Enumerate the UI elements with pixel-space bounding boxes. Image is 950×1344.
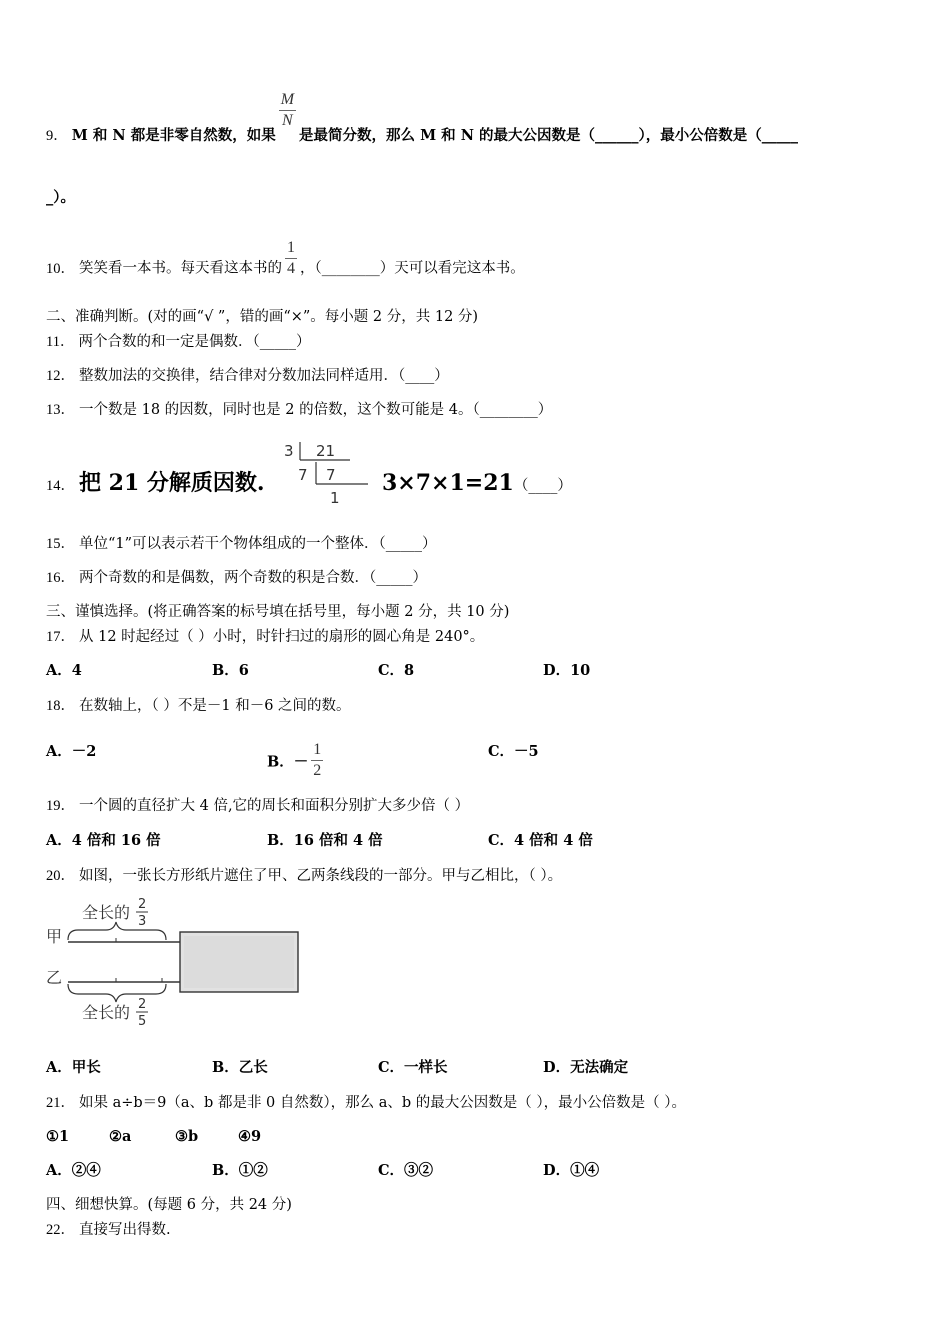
dividend-21: 21 <box>316 442 336 460</box>
label-jia: 甲 <box>46 927 63 946</box>
bottom-label: 全长的 <box>82 1003 131 1022</box>
question-text: _）。 <box>46 189 75 206</box>
option-b[interactable] <box>267 742 326 783</box>
question-number: 14． <box>46 478 75 494</box>
top-frac-numerator: 2 <box>138 897 147 912</box>
section-3-heading: 三、谨慎选择。(将正确答案的标号填在括号里，每小题 2 分，共 10 分) <box>46 604 510 620</box>
fraction-denominator: N <box>282 111 293 129</box>
question-text: 一个数是 18 的因数，同时也是 2 的倍数，这个数可能是 4。（________） <box>79 402 553 418</box>
question-number: 16． <box>46 570 75 586</box>
question-number: 19． <box>46 798 75 814</box>
question-number: 20． <box>46 868 75 884</box>
fraction-one-quarter <box>285 238 297 279</box>
question-number: 12． <box>46 368 75 384</box>
question-text: 两个奇数的和是偶数，两个奇数的积是合数．（_____） <box>79 570 427 586</box>
option-c[interactable]: C．一样长 <box>378 1059 448 1076</box>
option-d[interactable]: D．①④ <box>543 1162 600 1179</box>
question-text: 单位“1”可以表示若干个物体组成的一个整体．（_____） <box>79 536 437 552</box>
option-b[interactable]: B．乙长 <box>212 1059 268 1076</box>
question-22 <box>46 1220 171 1240</box>
question-18 <box>46 696 351 716</box>
question-number: 15． <box>46 536 75 552</box>
question-text: 是最简分数，那么 M 和 N 的最大公因数是（______），最小公倍数是（_____ <box>299 127 799 144</box>
choice-1: ①1 <box>46 1128 70 1145</box>
top-label: 全长的 <box>82 903 131 922</box>
divisor-3: 3 <box>284 442 294 460</box>
quotient-1: 1 <box>330 489 340 507</box>
fraction-numerator: 1 <box>285 238 297 259</box>
option-a[interactable]: A．－2 <box>46 743 97 760</box>
option-a[interactable]: A．4 <box>46 662 82 679</box>
option-b[interactable]: B．6 <box>212 662 249 679</box>
question-11 <box>46 332 310 352</box>
section-2-heading: 二、准确判断。(对的画“√ ”，错的画“×”。每小题 2 分，共 12 分) <box>46 309 479 325</box>
option-a[interactable]: A．②④ <box>46 1162 101 1179</box>
fraction-denominator: 2 <box>313 762 322 779</box>
question-21 <box>46 1093 686 1113</box>
factorization-result: 3×7×1=21 <box>382 470 514 496</box>
bottom-brace <box>68 984 166 1002</box>
question-text: 如果 a÷b＝9（a、b 都是非 0 自然数），那么 a、b 的最大公因数是（ ），最小公倍数是（ ）。 <box>79 1095 687 1111</box>
fraction-m-over-n <box>279 90 296 131</box>
top-frac-denominator: 3 <box>138 914 147 929</box>
choice-2: ②a <box>109 1128 132 1145</box>
option-d[interactable]: D．10 <box>543 662 591 679</box>
question-9-continued <box>46 188 75 208</box>
quotient-7: 7 <box>326 466 336 484</box>
question-9 <box>46 90 799 146</box>
short-division-diagram <box>280 440 372 508</box>
question-12 <box>46 366 449 386</box>
divisor-7: 7 <box>298 466 308 484</box>
question-text: M 和 N 都是非零自然数，如果 <box>71 127 276 144</box>
question-13 <box>46 400 552 420</box>
option-a[interactable]: A．甲长 <box>46 1059 101 1076</box>
question-text: 把 21 分解质因数. <box>79 470 265 496</box>
question-10 <box>46 239 525 289</box>
covering-paper-texture <box>184 936 294 988</box>
question-16 <box>46 568 427 588</box>
option-a[interactable]: A．4 倍和 16 倍 <box>46 832 161 849</box>
option-c[interactable]: C．4 倍和 4 倍 <box>488 832 593 849</box>
option-c[interactable]: C．③② <box>378 1162 434 1179</box>
question-text: 从 12 时起经过（ ）小时，时针扫过的扇形的圆心角是 240°。 <box>79 629 485 645</box>
question-text: 在数轴上，（ ）不是－1 和－6 之间的数。 <box>79 698 351 714</box>
question-number: 11． <box>46 334 75 350</box>
question-number: 13． <box>46 402 75 418</box>
question-text: 直接写出得数. <box>79 1222 171 1238</box>
fraction-numerator: M <box>279 90 296 111</box>
question-20 <box>46 866 562 886</box>
option-c[interactable]: C．8 <box>378 662 415 679</box>
question-14-result <box>382 470 572 499</box>
section-4-heading: 四、细想快算。(每题 6 分，共 24 分) <box>46 1197 292 1213</box>
question-number: 17． <box>46 629 75 645</box>
choice-4: ④9 <box>238 1128 262 1145</box>
question-number: 21． <box>46 1095 75 1111</box>
segment-comparison-figure <box>44 894 306 1034</box>
bottom-frac-numerator: 2 <box>138 997 147 1012</box>
question-19 <box>46 796 469 816</box>
question-number: 22． <box>46 1222 75 1238</box>
fraction-denominator: 4 <box>287 260 295 277</box>
choice-3: ③b <box>175 1128 199 1145</box>
option-b-label: B．－ <box>267 753 309 771</box>
option-c[interactable]: C．－5 <box>488 743 539 760</box>
bottom-frac-denominator: 5 <box>138 1014 147 1029</box>
question-text: 一个圆的直径扩大 4 倍,它的周长和面积分别扩大多少倍（ ） <box>79 798 470 814</box>
question-text: 如图，一张长方形纸片遮住了甲、乙两条线段的一部分。甲与乙相比，（ ）。 <box>79 868 563 884</box>
fraction-one-half <box>311 740 323 781</box>
question-text: 两个合数的和一定是偶数．（_____） <box>78 334 311 350</box>
question-17 <box>46 627 484 647</box>
question-number: 18． <box>46 698 75 714</box>
option-b[interactable]: B．16 倍和 4 倍 <box>267 832 383 849</box>
question-15 <box>46 534 437 554</box>
fraction-numerator: 1 <box>311 740 323 761</box>
question-text: 笑笑看一本书。每天看这本书的 <box>79 260 282 277</box>
label-yi: 乙 <box>46 968 63 987</box>
question-text: ，（________）天可以看完这本书。 <box>300 260 525 277</box>
question-number: 10． <box>46 260 75 277</box>
question-14 <box>46 470 265 499</box>
option-d[interactable]: D．无法确定 <box>543 1059 629 1076</box>
answer-blank: （____） <box>513 478 572 494</box>
top-brace <box>68 922 166 940</box>
option-b[interactable]: B．①② <box>212 1162 268 1179</box>
question-text: 整数加法的交换律，结合律对分数加法同样适用．（____） <box>79 368 449 384</box>
question-number: 9． <box>46 128 68 144</box>
